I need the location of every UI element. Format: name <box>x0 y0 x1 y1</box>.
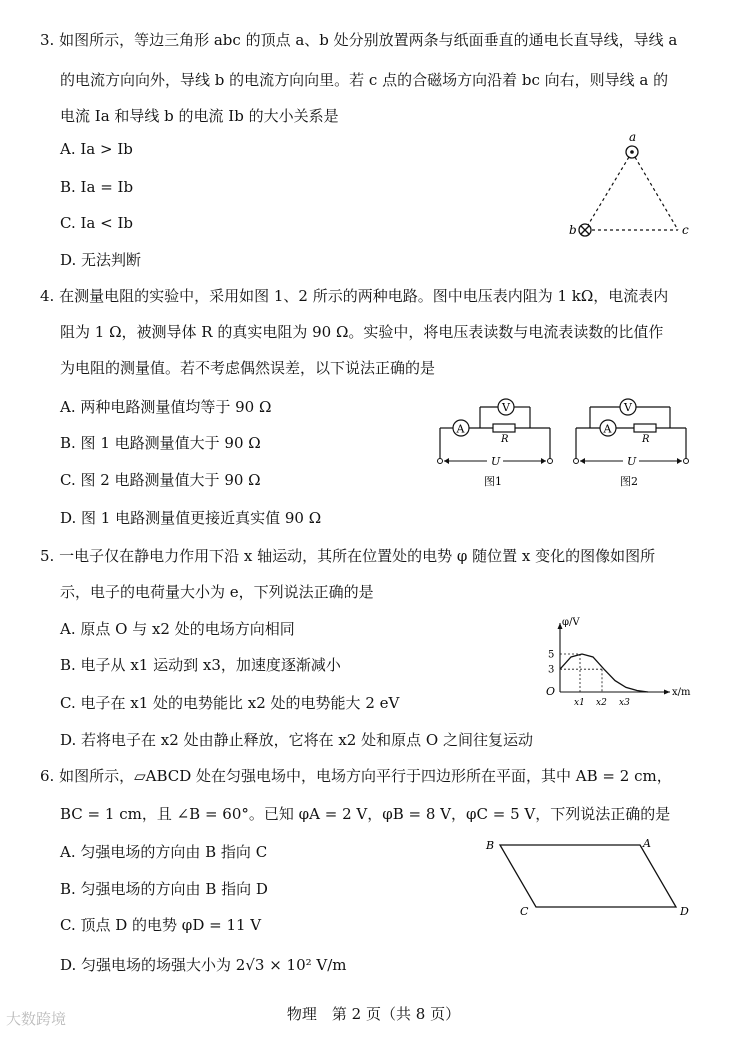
label-c: c <box>682 223 689 237</box>
voltage-label: U <box>627 455 637 468</box>
q4-option-a: A. 两种电路测量值均等于 90 Ω <box>60 398 272 416</box>
voltmeter-label: V <box>624 401 632 414</box>
q5-stem-line-2: 示，电子的电荷量大小为 e，下列说法正确的是 <box>60 583 374 601</box>
circuit-figure-1 <box>430 395 560 490</box>
potential-curve <box>560 654 648 692</box>
q6-stem-line-1: 6. 如图所示，▱ABCD 处在匀强电场中，电场方向平行于四边形所在平面，其中 AB = 2 cm， <box>40 767 672 785</box>
triangle-side-ac <box>632 152 678 230</box>
q6-option-c: C. 顶点 D 的电势 φD = 11 V <box>60 916 262 934</box>
q3-option-b: B. Ia = Ib <box>60 178 134 196</box>
voltage-label: U <box>491 455 501 468</box>
q6-option-b: B. 匀强电场的方向由 B 指向 D <box>60 880 268 898</box>
vertex-label-a: A <box>643 837 651 850</box>
q3-option-d: D. 无法判断 <box>60 251 142 269</box>
x-axis-label: x/m <box>672 687 691 698</box>
label-b: b <box>569 223 577 237</box>
label-a: a <box>629 130 637 144</box>
x-tick-label-x3: x3 <box>619 698 630 708</box>
q4-stem-line-2: 阻为 1 Ω，被测导体 R 的真实电阻为 90 Ω。实验中，将电压表读数与电流表读数的比值作 <box>60 323 664 341</box>
q5-option-d: D. 若将电子在 x2 处由静止释放，它将在 x2 处和原点 O 之间往复运动 <box>60 731 533 749</box>
figure-1-caption: 图1 <box>484 475 502 488</box>
y-axis-label: φ/V <box>562 617 580 628</box>
q4-option-c: C. 图 2 电路测量值大于 90 Ω <box>60 471 261 489</box>
q6-option-d: D. 匀强电场的场强大小为 2√3 × 10² V/m <box>60 956 347 974</box>
x-tick-label-x1: x1 <box>574 698 585 708</box>
q4-stem-line-1: 4. 在测量电阻的实验中，采用如图 1、2 所示的两种电路。图中电压表内阻为 1 kΩ，电流表内 <box>40 287 669 305</box>
q3-option-a: A. Ia > Ib <box>60 140 133 158</box>
voltmeter-label: V <box>502 401 510 414</box>
parallelogram-figure <box>480 835 700 925</box>
potential-chart <box>540 615 700 715</box>
origin-label: O <box>546 685 556 698</box>
resistor-label: R <box>642 434 650 445</box>
page-footer: 物理 第 2 页（共 8 页） <box>286 1005 461 1023</box>
vertex-label-d: D <box>680 905 689 918</box>
vertex-label-c: C <box>520 905 529 918</box>
vertex-label-b: B <box>486 839 495 852</box>
resistor-icon <box>493 424 515 432</box>
resistor-icon <box>634 424 656 432</box>
q3-stem-line-2: 的电流方向向外，导线 b 的电流方向向里。若 c 点的合磁场方向沿着 bc 向右，则导线 a 的 <box>60 71 669 89</box>
q6-stem-line-2: BC = 1 cm，且 ∠B = 60°。已知 φA = 2 V，φB = 8 V，φC = 5 V，下列说法正确的是 <box>60 805 671 823</box>
circuit-figure-2 <box>566 395 696 490</box>
x-axis-arrow <box>664 690 670 695</box>
triangle-side-ab <box>585 152 632 230</box>
triangle-figure <box>560 130 720 240</box>
figure-2-caption: 图2 <box>620 475 638 488</box>
q4-stem-line-3: 为电阻的测量值。若不考虑偶然误差，以下说法正确的是 <box>60 359 436 377</box>
y-tick-label-3: 3 <box>548 664 555 676</box>
resistor-label: R <box>501 434 509 445</box>
watermark: 大数跨境 <box>6 1010 67 1028</box>
q3-option-c: C. Ia < Ib <box>60 214 133 232</box>
ammeter-label: A <box>456 422 465 436</box>
q5-option-b: B. 电子从 x1 运动到 x3，加速度逐渐减小 <box>60 656 341 674</box>
q5-stem-line-1: 5. 一电子仅在静电力作用下沿 x 轴运动，其所在位置处的电势 φ 随位置 x 变化的图像如图所 <box>40 547 656 565</box>
ammeter-label: A <box>603 422 612 436</box>
q5-option-c: C. 电子在 x1 处的电势能比 x2 处的电势能大 2 eV <box>60 694 400 712</box>
q3-stem-line-1: 3. 如图所示，等边三角形 abc 的顶点 a、b 处分别放置两条与纸面垂直的通电长直导线，导线 a <box>40 31 678 49</box>
q5-option-a: A. 原点 O 与 x2 处的电场方向相同 <box>60 620 295 638</box>
q3-stem-line-3: 电流 Ia 和导线 b 的电流 Ib 的大小关系是 <box>60 107 339 125</box>
q6-option-a: A. 匀强电场的方向由 B 指向 C <box>60 843 268 861</box>
x-tick-label-x2: x2 <box>596 698 607 708</box>
y-tick-label-5: 5 <box>548 649 555 661</box>
wire-a-dot <box>630 150 634 154</box>
q4-option-d: D. 图 1 电路测量值更接近真实值 90 Ω <box>60 509 322 527</box>
parallelogram-abcd <box>500 845 676 907</box>
q4-option-b: B. 图 1 电路测量值大于 90 Ω <box>60 434 261 452</box>
